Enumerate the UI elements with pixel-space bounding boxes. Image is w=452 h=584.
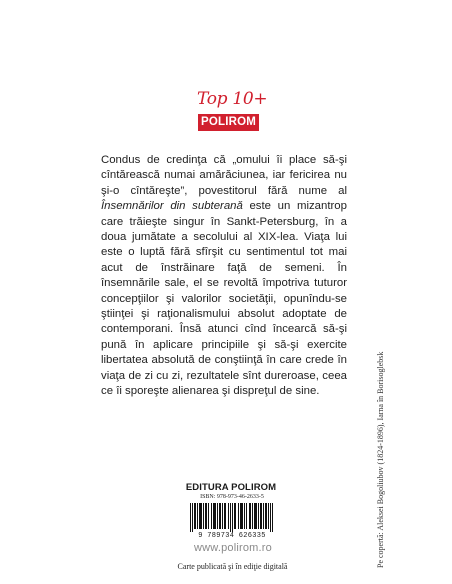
book-title-italic: Însemnărilor din subterană bbox=[101, 200, 243, 213]
cover-art-credit: Pe copertă: Aleksei Bogoliubov (1824-1896), Iarna în Borisoglebsk bbox=[376, 351, 385, 568]
book-blurb bbox=[101, 153, 347, 400]
digital-edition-note: Carte publicată şi în ediţie digitală bbox=[177, 562, 288, 571]
publisher-website[interactable]: www.polirom.ro bbox=[194, 542, 272, 554]
barcode-block bbox=[186, 494, 278, 541]
blurb-part-2: este un mizantrop care trăieşte singur în Sankt-Petersburg, în a doua jumătate a secolului al XIX-lea. Viaţa lui este o luptă fără sfîrşit cu sentimentul tot mai acut de înstrăinare faţă de semeni. În însemnările sale, el se revoltă împotriva tuturor concepţiilor şi valorilor societăţii, opunîndu-se ştiinţei şi raţionalismului absolut adoptate de contemporani. Însă atunci cînd încearcă să-şi pună în aplicare principiile şi să-şi exercite libertatea absolută de conştiinţă în care crede în viaţa de zi cu zi, rezultatele sînt dureroase, ceea ce îi sporeşte alienarea şi dispreţul de sine. bbox=[101, 200, 347, 398]
barcode-digits: 9 789734 626335 bbox=[198, 532, 266, 540]
publisher-imprint: EDITURA POLIROM bbox=[185, 482, 277, 493]
series-logo: Top 10+ bbox=[197, 89, 268, 109]
barcode-icon bbox=[188, 503, 276, 532]
publisher-badge: POLIROM bbox=[198, 114, 259, 131]
blurb-part-1: Condus de credinţa că „omului îi place să-şi cîntărească numai amărăciunea, iar fericirea nu şi-o cîntăreşte”, povestitorul fără nume al bbox=[101, 154, 347, 197]
isbn-number: ISBN: 978-973-46-2633-5 bbox=[200, 494, 264, 500]
